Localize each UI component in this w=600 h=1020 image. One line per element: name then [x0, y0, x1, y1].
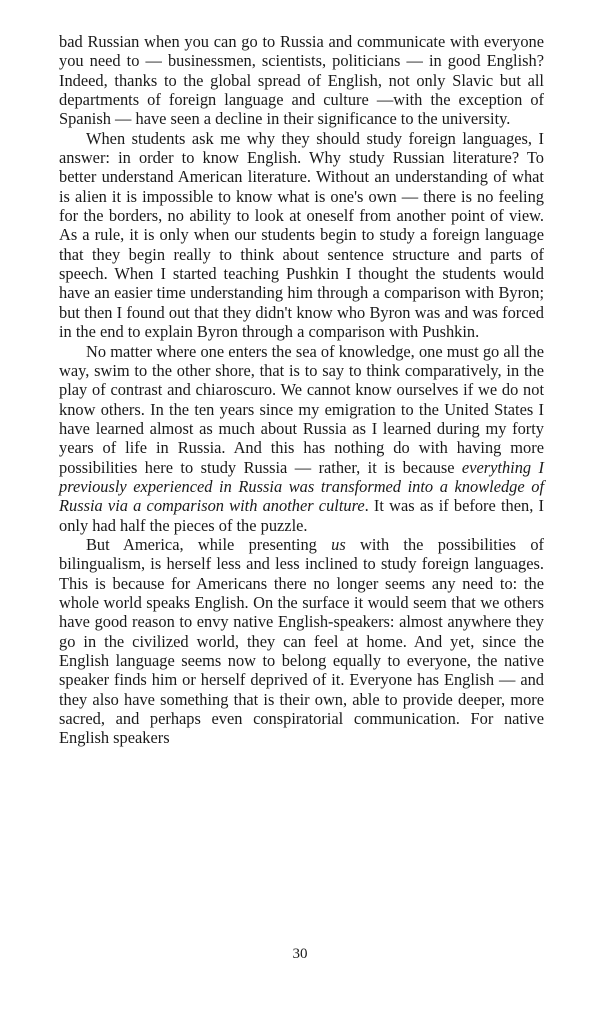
paragraph-2	[59, 129, 544, 342]
italic-text-run: us	[331, 534, 346, 554]
paragraph-1	[59, 32, 544, 129]
text-run: No matter where one enters the sea of knowledge, one must go all the way, swim to the other shore, that is to say to think comparatively, in the play of contrast and chiaroscuro. We cannot know ourselves if we do not know others. In the ten years since my emigration to the United States I have learned almost as much about Russia as I learned during my forty years of life in Russia. And this has nothing do with having more possibilities here to study Russia — rather, it is because	[59, 341, 544, 477]
page-number: 30	[292, 946, 308, 962]
paragraph-4	[59, 535, 544, 748]
text-run: bad Russian when you can go to Russia and communicate with everyone you need to — businessmen, scientists, politicians — in good English? Indeed, thanks to the global spread of English, not only Slavic but all departments of foreign language and culture —with the exception of Spanish — have seen a decline in their significance to the university.	[59, 32, 544, 129]
text-run: But America, while presenting	[86, 534, 332, 554]
italic-text-run: everything I previously experienced in Russia was transformed into a knowledge of Russia via a comparison with another culture	[59, 457, 544, 516]
paragraph-3	[59, 342, 544, 535]
text-run: When students ask me why they should study foreign languages, I answer: in order to know English. Why study Russian literature? To better understand American literature. Without an understanding of what is alien it is impossible to know what is one's own — there is no feeling for the borders, no ability to look at oneself from another point of view. As a rule, it is only when our students begin to study a foreign language that they begin really to think about sentence structure and parts of speech. When I started teaching Pushkin I thought the students would have an easier time understanding him through a comparison with Byron; but then I found out that they didn't know who Byron was and was forced in the end to explain Byron through a comparison with Pushkin.	[59, 128, 544, 342]
text-run: . It was as if before then, I only had half the pieces of the puzzle.	[59, 496, 544, 535]
page-body	[59, 32, 544, 748]
text-run: with the possibilities of bilingualism, is herself less and less inclined to study foreign languages. This is because for Americans there no longer seems any need to: the whole world speaks English. On the surface it would seem that we others have good reason to envy native English-speakers: almost anywhere they go in the civilized world, they can feel at home. And yet, since the English language seems now to belong equally to everyone, the native speaker finds him or herself deprived of it. Everyone has English — and they also have something that is their own, able to provide deeper, more sacred, and perhaps even conspiratorial communication. For native English speakers	[59, 534, 544, 748]
